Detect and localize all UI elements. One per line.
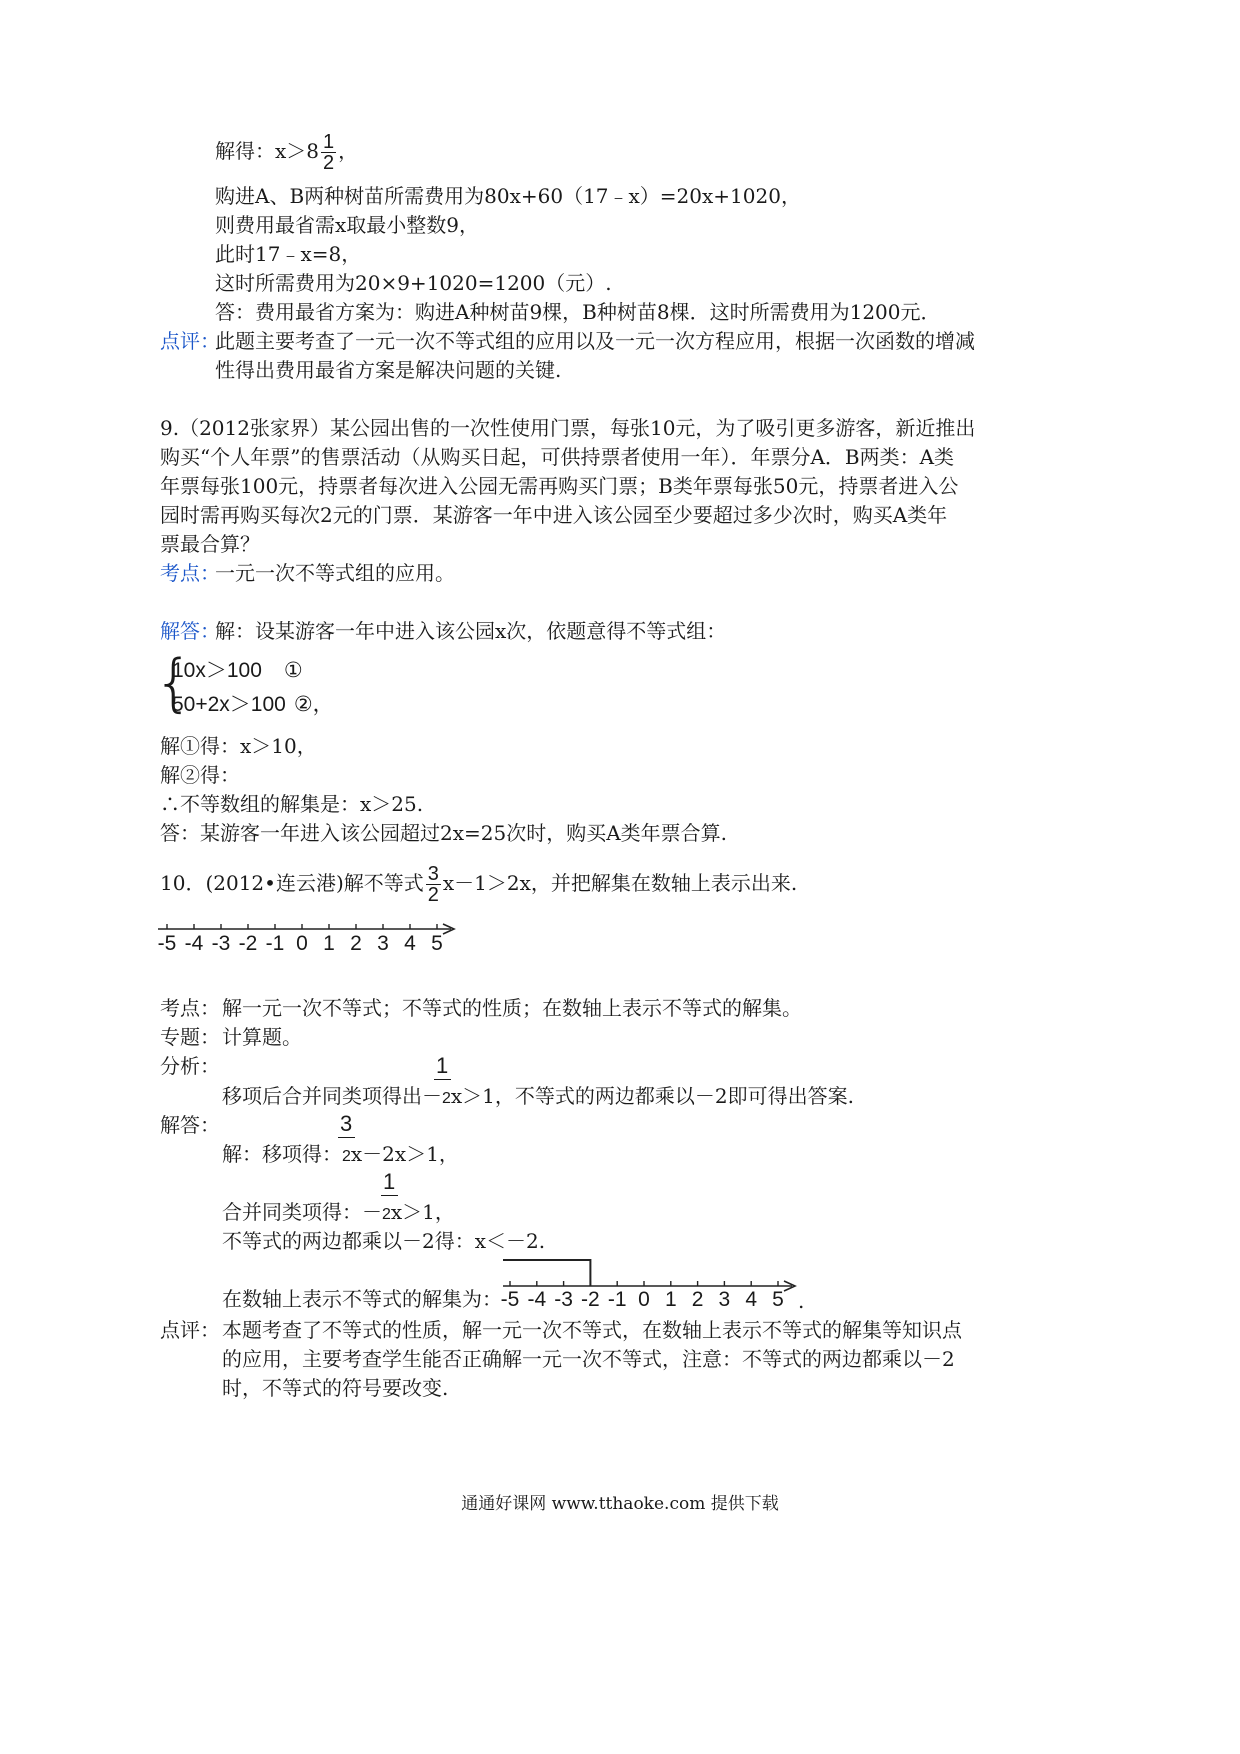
q9-step-2: 解②得： bbox=[160, 763, 240, 787]
number-line-solution-labels bbox=[500, 1288, 805, 1316]
three-halves-fraction bbox=[426, 864, 441, 905]
a1-denominator: 2 bbox=[342, 1148, 351, 1165]
axis-tick-label: -3 bbox=[554, 1288, 573, 1311]
page-footer: 通通好课网 www.tthaoke.com 提供下载 bbox=[461, 1494, 779, 1514]
q10-review-line-3: 时，不等式的符号要改变. bbox=[222, 1376, 449, 1400]
q10-fenxi-label: 分析： bbox=[160, 1054, 220, 1078]
axis-tick-label: -4 bbox=[184, 932, 204, 955]
axis-tick-label: -5 bbox=[500, 1288, 520, 1311]
axis-tick-label: 4 bbox=[745, 1288, 758, 1311]
answer-line: 答：费用最省方案为：购进A种树苗9棵，B种树苗8棵．这时所需费用为1200元． bbox=[215, 300, 941, 324]
axis-tick-label: -5 bbox=[157, 932, 177, 955]
q10-step-3: 不等式的两边都乘以－2得：x＜－2. bbox=[222, 1229, 546, 1253]
solution-line-3: 则费用最省需x取最小整数9， bbox=[215, 213, 480, 237]
fraction-numerator: 3 bbox=[427, 863, 439, 885]
circled-two: ② bbox=[293, 692, 313, 716]
axis-tick-label: -3 bbox=[211, 932, 231, 955]
q10-zhuanti-label: 专题： bbox=[160, 1025, 220, 1049]
axis-tick-label: 2 bbox=[350, 932, 362, 955]
fenxi-pre: 移项后合并同类项得出－ bbox=[222, 1084, 442, 1108]
q9-stem-line-4: 园时需再购买每次2元的门票．某游客一年中进入该公园至少要超过多少次时，购买A类年 bbox=[160, 503, 948, 527]
solution-line-4: 此时17﹣x=8， bbox=[215, 242, 362, 266]
axis-tick-label: 0 bbox=[638, 1288, 650, 1311]
q9-stem-line-2: 购买“个人年票”的售票活动（从购买日起，可供持票者使用一年）．年票分A．B两类：A类 bbox=[160, 445, 955, 469]
a2-denominator: 2 bbox=[382, 1206, 391, 1223]
inequality-2 bbox=[172, 689, 334, 720]
q10-stem bbox=[160, 864, 797, 905]
inequality-1-text: 10x＞100 bbox=[172, 659, 262, 682]
q10-kaodian-label: 考点： bbox=[160, 996, 220, 1020]
solution-text: 解得：x＞8 bbox=[215, 139, 320, 163]
a2-post: x＞1， bbox=[390, 1200, 455, 1224]
inequality-1 bbox=[172, 655, 303, 686]
solution-line-5: 这时所需费用为20×9+1020=1200（元）. bbox=[215, 271, 612, 295]
q9-jieda-label: 解答： bbox=[160, 619, 220, 643]
review-line-1: 此题主要考查了一元一次不等式组的应用以及一元一次方程应用，根据一次函数的增减 bbox=[215, 329, 975, 353]
q10-suffix: x－1＞2x，并把解集在数轴上表示出来. bbox=[442, 871, 798, 895]
q9-step-1: 解①得：x＞10， bbox=[160, 734, 317, 758]
q9-stem-line-1: 9.（2012张家界）某公园出售的一次性使用门票，每张10元，为了吸引更多游客，新近推出 bbox=[160, 416, 976, 440]
axis-tick-label: -1 bbox=[607, 1288, 627, 1311]
q10-review-line-2: 的应用，主要考查学生能否正确解一元一次不等式，注意：不等式的两边都乘以－2 bbox=[222, 1347, 955, 1371]
q10-jieda-label: 解答： bbox=[160, 1113, 220, 1137]
axis-tick-label: -2 bbox=[238, 932, 258, 955]
axis-tick-label: 4 bbox=[404, 932, 416, 955]
review-line-2: 性得出费用最省方案是解决问题的关键. bbox=[215, 358, 562, 382]
axis-tick-label: 1 bbox=[323, 932, 335, 955]
a1-pre: 解：移项得： bbox=[222, 1142, 342, 1166]
punctuation: . bbox=[798, 1289, 805, 1313]
axis-tick-label: -2 bbox=[581, 1288, 600, 1311]
fraction-bar bbox=[338, 1137, 355, 1138]
mixed-fraction bbox=[321, 132, 336, 173]
inequality-2-text: 50+2x＞100 bbox=[172, 693, 286, 716]
circled-one: ① bbox=[283, 658, 303, 682]
axis-tick-label: -4 bbox=[527, 1288, 547, 1311]
q10-kaodian: 解一元一次不等式；不等式的性质；在数轴上表示不等式的解集。 bbox=[222, 996, 802, 1020]
axis-tick-label: 5 bbox=[431, 932, 443, 955]
q9-kaodian-label: 考点： bbox=[160, 561, 220, 585]
punctuation: ， bbox=[338, 139, 359, 163]
fenxi-post: x＞1，不等式的两边都乘以－2即可得出答案. bbox=[450, 1084, 854, 1108]
q9-jieda: 解：设某游客一年中进入该公园x次，依题意得不等式组： bbox=[215, 619, 727, 643]
solution-line-1 bbox=[215, 132, 358, 173]
q10-review-label: 点评： bbox=[160, 1318, 220, 1342]
axis-tick-label: 1 bbox=[664, 1288, 677, 1311]
q9-step-3: ∴不等数组的解集是：x＞25. bbox=[160, 792, 424, 816]
axis-tick-label: -1 bbox=[265, 932, 285, 955]
a2-fraction-numerator: 1 bbox=[383, 1169, 396, 1194]
fraction-bar bbox=[434, 1079, 451, 1080]
q10-zhuanti: 计算题。 bbox=[222, 1025, 302, 1049]
q9-stem-line-3: 年票每张100元，持票者每次进入公园无需再购买门票；B类年票每张50元，持票者进入公 bbox=[160, 474, 959, 498]
fraction-denominator: 2 bbox=[427, 884, 439, 906]
axis-tick-label: 3 bbox=[377, 932, 389, 955]
q10-review-line-1: 本题考查了不等式的性质，解一元一次不等式，在数轴上表示不等式的解集等知识点 bbox=[222, 1318, 962, 1342]
q9-kaodian: 一元一次不等式组的应用。 bbox=[215, 561, 455, 585]
a1-post: x－2x＞1， bbox=[350, 1142, 459, 1166]
axis-tick-label: 5 bbox=[772, 1288, 784, 1311]
a2-pre: 合并同类项得：－ bbox=[222, 1200, 382, 1224]
fenxi-fraction-numerator: 1 bbox=[436, 1053, 449, 1078]
system-brace: { bbox=[154, 646, 194, 719]
fraction-bar bbox=[381, 1195, 398, 1196]
q10-step-4: 在数轴上表示不等式的解集为： bbox=[222, 1287, 502, 1311]
q9-stem-line-5: 票最合算？ bbox=[160, 532, 260, 556]
axis-tick-label: 0 bbox=[296, 932, 308, 955]
q9-answer: 答：某游客一年进入该公园超过2x=25次时，购买A类年票合算. bbox=[160, 821, 728, 845]
punctuation: ， bbox=[312, 693, 334, 716]
q10-step-1 bbox=[222, 1139, 459, 1172]
fenxi-denominator: 2 bbox=[442, 1090, 451, 1107]
fraction-numerator: 1 bbox=[323, 131, 335, 153]
q10-fenxi bbox=[222, 1081, 854, 1114]
a1-fraction-numerator: 3 bbox=[340, 1111, 353, 1136]
fraction-denominator: 2 bbox=[323, 152, 335, 174]
solution-line-2: 购进A、B两种树苗所需费用为80x+60（17﹣x）=20x+1020， bbox=[215, 184, 801, 208]
q10-prefix: 10．(2012•连云港)解不等式 bbox=[160, 871, 424, 895]
number-line-blank-labels bbox=[155, 932, 465, 960]
axis-tick-label: 2 bbox=[691, 1288, 704, 1311]
axis-tick-label: 3 bbox=[718, 1288, 731, 1311]
review-label: 点评： bbox=[160, 329, 220, 353]
